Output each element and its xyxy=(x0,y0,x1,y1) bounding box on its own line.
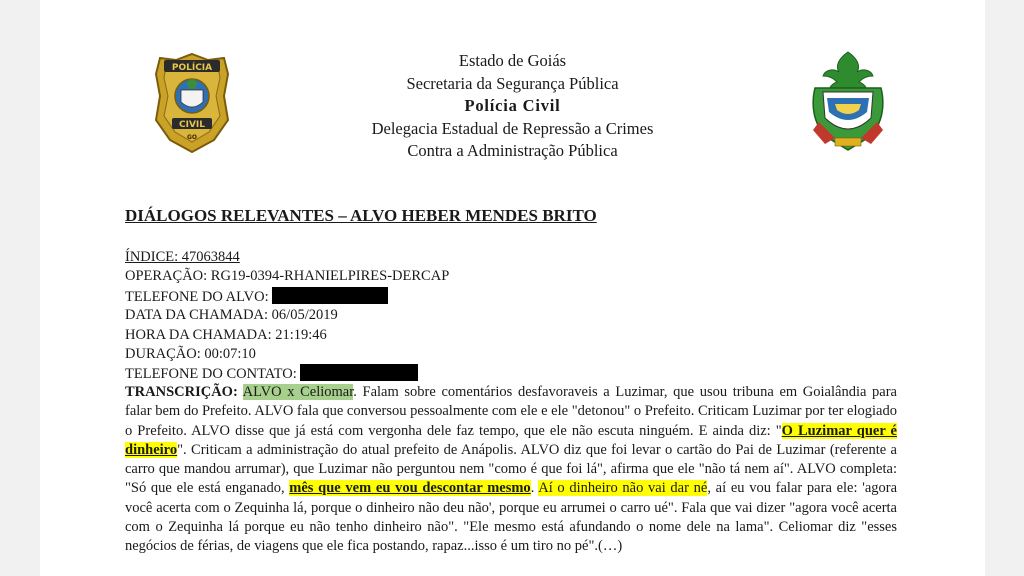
transcript-text: , aí eu vou falar para ele: 'agora você acerta com o Zequinha lá, porque o dinheiro não deu não', porque eu arrumei o carro ué". Fala que vai dizer "agora você acerta com o Zequinha lá porque eu não tenho dinheiro não". "Ele mesmo está afundando o nome dele na lama". Celiomar diz "esses negócios de férias, de viagens que ele fica postando, rapaz...isso é um tiro no pé".(…) xyxy=(125,480,898,555)
letterhead xyxy=(40,50,985,163)
header-secretariat: Secretaria da Segurança Pública xyxy=(406,73,619,93)
transcription xyxy=(125,383,897,557)
meta-telefone-alvo: TELEFONE DO ALVO: xyxy=(125,288,269,305)
transcript-label: TRANSCRIÇÃO: xyxy=(125,384,238,400)
header-state: Estado de Goiás xyxy=(458,51,567,70)
header-agency: Polícia Civil xyxy=(464,96,561,115)
transcript-highlight-quote: Aí o dinheiro não vai dar né xyxy=(538,480,708,497)
redaction-bar xyxy=(272,287,388,304)
meta-data-chamada: DATA DA CHAMADA: 06/05/2019 xyxy=(125,307,338,324)
call-metadata xyxy=(125,248,945,384)
meta-telefone-contato: TELEFONE DO CONTATO: xyxy=(125,366,297,383)
meta-hora-chamada: HORA DA CHAMADA: 21:19:46 xyxy=(125,326,327,343)
document-title: DIÁLOGOS RELEVANTES – ALVO HEBER MENDES BRITO xyxy=(125,206,597,225)
transcript-highlight-quote: mês que vem eu vou descontar mesmo xyxy=(289,480,531,497)
transcript-text: . xyxy=(530,480,539,497)
meta-operacao: OPERAÇÃO: RG19-0394-RHANIELPIRES-DERCAP xyxy=(125,268,450,285)
header-department: Delegacia Estadual de Repressão a Crimes xyxy=(371,118,654,138)
transcript-highlight-quote: O Luzimar quer é dinheiro xyxy=(125,422,897,458)
document-page xyxy=(40,0,985,576)
transcript-text: . Falam sobre comentários desfavoraveis a Luzimar, que usou tribuna em Goialândia para falar bem do Prefeito. ALVO fala que conversou pessoalmente com ele e ele "detonou" o Prefeito. Criticam Luzimar por ter elogiado o Prefeito. ALVO disse que já está com vergonha dele faz tempo, que ele não escuta ninguém. E ainda diz: " xyxy=(125,384,897,439)
meta-indice: ÍNDICE: 47063844 xyxy=(125,249,240,265)
svg-text:GO: GO xyxy=(186,134,198,141)
transcript-text: ". Criticam a administração do atual prefeito de Anápolis. ALVO diz que foi levar o cartão do Pai de Luzimar (referente a carro que mandou arrumar), que Luzimar não perguntou nem "como é que foi lá", afirma que ele "não tá nem aí". ALVO completa: "Só que ele está enganado, xyxy=(125,441,897,497)
header-department-cont: Contra a Administração Pública xyxy=(407,141,618,160)
redaction-bar xyxy=(300,364,418,381)
svg-text:POLÍCIA: POLÍCIA xyxy=(171,63,213,73)
meta-duracao: DURAÇÃO: 00:07:10 xyxy=(125,345,256,362)
transcript-parties-highlight: ALVO x Celiomar xyxy=(242,384,354,400)
svg-text:CIVIL: CIVIL xyxy=(178,120,206,130)
